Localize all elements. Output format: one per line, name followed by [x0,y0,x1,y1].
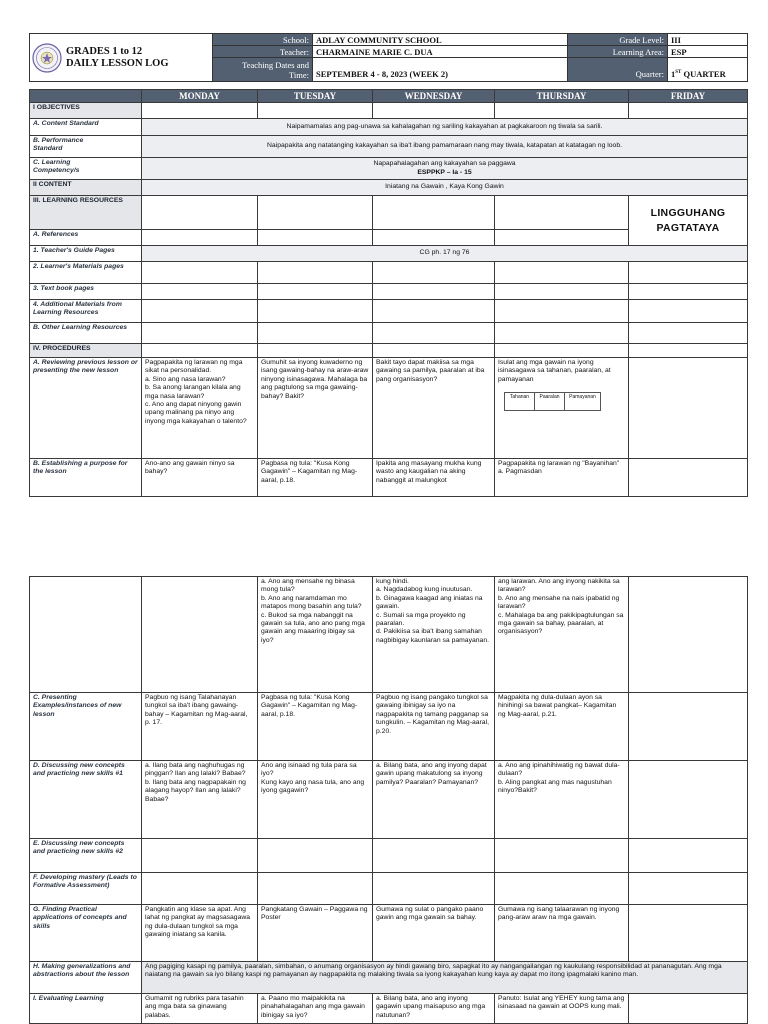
dates-label-line1: Teaching Dates and [242,59,309,70]
proc-g-tuesday: Pangkatang Gawain – Paggawa ng Poster [258,905,373,962]
teachers-guide-label: 1. Teacher's Guide Pages [30,246,142,262]
quarter-suffix: ST [675,70,682,76]
competency-label: C. Learning Competency/s [30,158,142,180]
area-value: ESP [668,46,748,58]
teacher-label: Teacher: [213,46,313,58]
procedures-label: IV. PROCEDURES [30,344,142,358]
generalization-text: Ang pagiging kasapi ng pamilya, paaralan, simbahan, o anumang organisasyon ay hindi gawang biro, sapagkat ito ay nangangailangan ng kaukulang responsibilidad at pananagutan. Ang mga naiatang na gawain sa iyo bilang kaspi ng pamayanan ay nagpapakita ng malaking tiwala sa iyong kakayahan kung kaya ay dapat mo itong ipagmalaki kanino man. [142,962,748,994]
proc-b-monday: Ano-ano ang gawain ninyo sa bahay? [142,459,258,497]
school-label: School: [213,34,313,46]
proc-a-label: A. Reviewing previous lesson or presenting the new lesson [30,358,142,459]
proc-c-monday: Pagbuo ng isang Talahanayan tungkol sa iba't ibang gawaing-bahay – Kagamitan ng Mag-aaral, p. 17. [142,693,258,761]
proc-d-wednesday: a. Bilang bata, ano ang inyong dapat gawin upang makatulong sa inyong pamilya? Paaralan? Pamayanan? [373,761,495,839]
performance-standard-text: Naipapakita ang natatanging kakayahan sa iba't ibang pamamaraan nang may tiwala, katapatan at katatagan ng loob. [142,136,748,158]
school-value: ADLAY COMMUNITY SCHOOL [313,34,568,46]
proc-b-tuesday-cont: a. Ano ang mensahe ng binasa mong tula? b. Ano ang naramdaman mo matapos mong basahin ang tula? c. Bukod sa mga nabanggit na gawain sa tula, ano ano pang mga gawain ang maaaring ibigay sa iyo? [258,577,373,693]
dates-value: SEPTEMBER 4 - 8, 2023 (WEEK 2) [313,58,568,82]
competency-text: Napapahalagahan ang kakayahan sa paggawa [373,160,516,168]
proc-b-wednesday-cont: kung hindi. a. Nagdadabog kung inuutusan. b. Ginagawa kaagad ang iniatas na gawain. c. Sumali sa mga proyekto ng paaralan. d. Pakikiisa sa iba't ibang samahan nagbibigay kaunlaran sa pamayanan. [373,577,495,693]
dll-title-line2: DAILY LESSON LOG [66,57,169,69]
additional-materials-label: 4. Additional Materials from Learning Resources [30,300,142,323]
day-tuesday: TUESDAY [258,90,373,103]
proc-g-wednesday: Gumawa ng sulat o pangako paano gawin ang mga gawain sa bahay. [373,905,495,962]
dates-label [213,58,313,82]
friday-weekly-assessment [629,196,748,246]
proc-b-tuesday: Pagbasa ng tula: "Kusa Kong Gagawin" – Kagamitan ng Mag-aaral, p.18. [258,459,373,497]
mini-col-tahanan: Tahanan [505,393,535,411]
quarter-label: Quarter: [568,58,668,82]
lesson-grid-page2 [29,576,748,1024]
proc-i-monday: Gumamit ng rubriks para tasahin ang mga bata sa ginawang palabas. [142,994,258,1024]
references-label: A. References [30,230,142,246]
dll-title-line1: GRADES 1 to 12 [66,45,143,57]
textbook-label: 3. Text book pages [30,284,142,300]
proc-e-label: E. Discussing new concepts and practicing new skills #2 [30,839,142,873]
grade-value: III [668,34,748,46]
proc-c-thursday: Magpakita ng dula-dulaan ayon sa hinihingi sa bawat pangkat– Kagamitan ng Mag-aaral, p.21. [495,693,629,761]
header-logo-cell [30,34,213,82]
proc-d-label: D. Discussing new concepts and practicing new skills #1 [30,761,142,839]
proc-d-tuesday: Ano ang isinaad ng tula para sa iyo? Kung kayo ang nasa tula, ano ang iyong gagawin? [258,761,373,839]
teacher-value: CHARMAINE MARIE C. DUA [313,46,568,58]
learning-resources-label: III. LEARNING RESOURCES [30,196,142,230]
teachers-guide-text: CG ph. 17 ng 76 [142,246,748,262]
day-thursday: THURSDAY [495,90,629,103]
proc-a-wednesday: Bakit tayo dapat makiisa sa mga gawaing sa pamilya, paaralan at iba pang organisasyon? [373,358,495,459]
proc-c-label: C. Presenting Examples/instances of new lesson [30,693,142,761]
thursday-mini-table [504,392,601,411]
grade-label: Grade Level: [568,34,668,46]
proc-g-thursday: Gumawa ng isang talaarawan ng inyong pang-araw araw na mga gawain. [495,905,629,962]
deped-seal-icon [32,43,62,73]
quarter-word: QUARTER [681,69,726,79]
objectives-label: I OBJECTIVES [30,103,142,119]
competency-cell [142,158,748,180]
proc-a-thursday-text: Isulat ang mga gawain na iyong isinasagawa sa tahanan, paaralan, at pamayanan [498,359,611,383]
proc-g-label: G. Finding Practical applications of concepts and skills [30,905,142,962]
lesson-grid-page1 [29,89,748,497]
day-header-row [30,90,748,103]
quarter-number: 1 [671,69,676,79]
day-header-blank [30,90,142,103]
proc-a-thursday [495,358,629,459]
proc-b-label: B. Establishing a purpose for the lesson [30,459,142,497]
proc-f-label: F. Developing mastery (Leads to Formative Assessment) [30,873,142,905]
proc-b-thursday: Pagpapakita ng larawan ng "Bayanihan" a. Pagmasdan [495,459,629,497]
mini-col-pamayanan: Pamayanan [565,393,601,411]
proc-h-label: H. Making generalizations and abstractions about the lesson [30,962,142,994]
mini-col-paaralan: Paaralan [535,393,565,411]
dll-header [29,33,748,82]
friday-title: LINGGUHANG PAGTATAYA [650,206,726,234]
other-resources-label: B. Other Learning Resources [30,323,142,344]
content-standard-text: Naipamamalas ang pag-unawa sa kahalagahan ng sariling kakayahan at pagkakaroon ng tiwala sa sarili. [142,119,748,136]
proc-i-label: I. Evaluating Learning [30,994,142,1024]
quarter-value [668,58,748,82]
proc-i-thursday: Panuto: Isulat ang YEHEY kung tama ang isinasaad na gawain at OOPS kung mali. [495,994,629,1024]
content-standard-label: A. Content Standard [30,119,142,136]
proc-c-tuesday: Pagbasa ng tula: "Kusa Kong Gagawin" – Kagamitan ng Mag-aaral, p.18. [258,693,373,761]
competency-code: ESPPKP – Ia - 15 [417,168,472,176]
day-monday: MONDAY [142,90,258,103]
proc-a-monday: Pagpapakita ng larawan ng mga sikat na personalidad. a. Sino ang nasa larawan? b. Sa anong larangan kilala ang mga nasa larawan? c. Ano ang dapat ninyong gawin upang malinang pa ninyo ang inyong mga kakayahan o talento? [142,358,258,459]
day-wednesday: WEDNESDAY [373,90,495,103]
proc-b-wednesday: Ipakita ang masayang mukha kung wasto ang kaugalian na aking nabanggit at malungkot [373,459,495,497]
proc-b-thursday-cont: ang larawan. Ano ang inyong nakikita sa larawan? b. Ano ang mensahe na nais ipabatid ng larawan? c. Mahalaga ba ang pakikipagtulungan sa mga gawain sa bahay, paaralan, at organisasyon? [495,577,629,693]
content-text: Iniatang na Gawain , Kaya Kong Gawin [142,180,748,196]
day-friday: FRIDAY [629,90,748,103]
content-label: II CONTENT [30,180,142,196]
performance-standard-label: B. Performance Standard [30,136,142,158]
proc-c-wednesday: Pagbuo ng isang pangako tungkol sa gawaing ibinigay sa iyo na nagpapakita ng tamang pagganap sa tungkulin. – Kagamitan ng Mag-aaral, p.20. [373,693,495,761]
proc-i-wednesday: a. Bilang bata, ano ang inyong gagawin upang maisapuso ang mga natutunan? [373,994,495,1024]
proc-a-tuesday: Gumuhit sa inyong kuwaderno ng isang gawaing-bahay na araw-araw ninyong isinasagawa. Mahalaga ba ang pagtulong sa mga gawaing-bahay? Bakit? [258,358,373,459]
proc-g-monday: Pangkatin ang klase sa apat. Ang lahat ng pangkat ay magsasagawa ng dula-dulaan tungkol sa mga gawaing iniatang sa kanila. [142,905,258,962]
proc-d-monday: a. Ilang bata ang naghuhugas ng pinggan? Ilan ang lalaki? Babae? b. Ilang bata ang nagpapakain ng alagang hayop? Ilan ang lalaki? Babae? [142,761,258,839]
area-label: Learning Area: [568,46,668,58]
dates-label-line2: Time: [288,69,309,80]
learners-materials-label: 2. Learner's Materials pages [30,262,142,284]
proc-d-thursday: a. Ano ang ipinahihiwatig ng bawat dula-dulaan? b. Aling pangkat ang mas nagustuhan ninyo?Bakit? [495,761,629,839]
proc-i-tuesday: a. Paano mo maipakikita na pinahahalagahan ang mga gawain ibinigay sa iyo? [258,994,373,1024]
